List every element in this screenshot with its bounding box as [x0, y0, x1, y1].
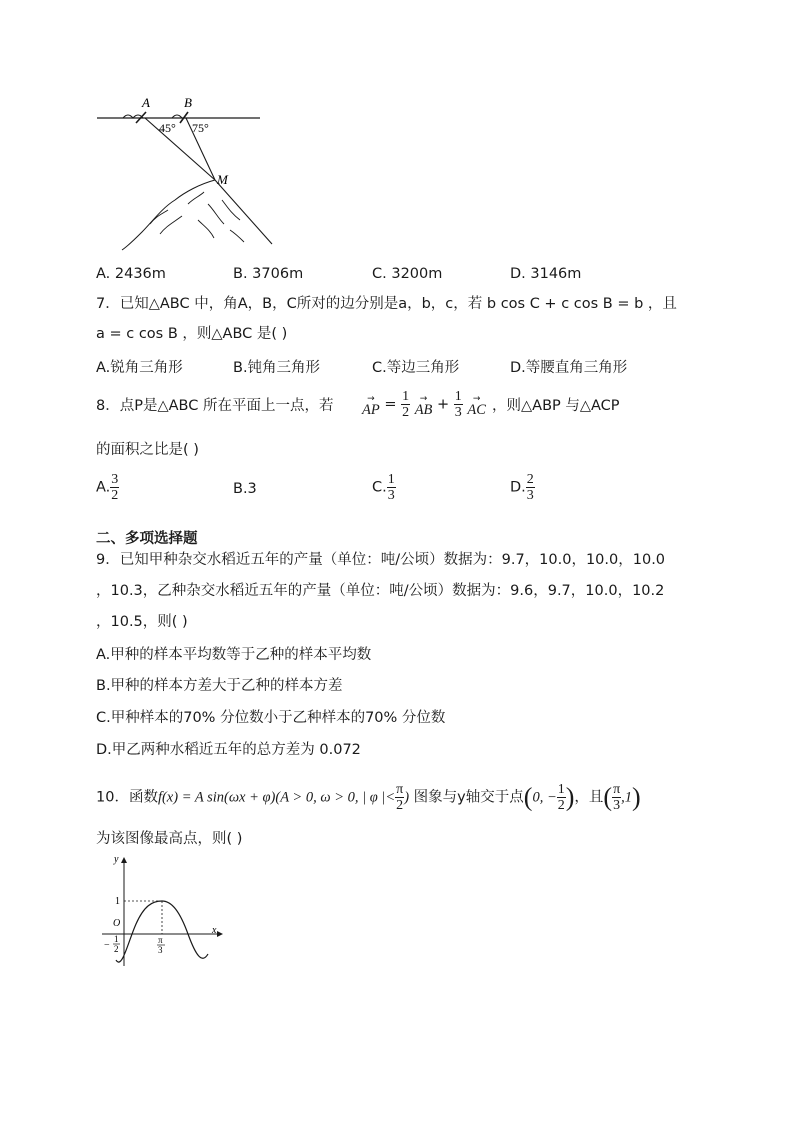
- plus-sign: +: [437, 396, 450, 413]
- q6-option-c[interactable]: C. 3200m: [372, 266, 443, 282]
- q9-option-c[interactable]: C.甲种样本的70% 分位数小于乙种样本的70% 分位数: [96, 710, 446, 726]
- fraction-pi-over-3: $\frac{\pi}{3}$: [613, 782, 621, 813]
- q7-option-b[interactable]: B.钝角三角形: [233, 360, 321, 376]
- section-title: 二、多项选择题: [96, 531, 198, 547]
- fraction-half: $\frac{1}{2}$: [402, 389, 410, 420]
- q9-option-d[interactable]: D.甲乙两种水稻近五年的总方差为 0.072: [96, 742, 361, 758]
- sine-graph-figure: [98, 852, 226, 972]
- q8-stem-prefix: 8．点P是△ABC 所在平面上一点，若: [96, 398, 334, 414]
- q9-option-b[interactable]: B.甲种的样本方差大于乙种的样本方差: [96, 678, 343, 694]
- y-axis-label: y: [114, 854, 119, 865]
- q6-option-a[interactable]: A. 2436m: [96, 266, 166, 282]
- q9-stem-line3: ，10.5，则( ): [96, 614, 188, 630]
- surveying-figure: [90, 92, 280, 257]
- q9-stem-line2: ，10.3，乙种杂交水稻近五年的产量（单位：吨/公顷）数据为：9.6，9.7，10.0，10.2: [96, 583, 665, 599]
- q10-stem-line2: 为该图像最高点，则( ): [96, 831, 243, 847]
- fraction: $\frac{2}{3}$: [526, 472, 534, 503]
- q6-option-d[interactable]: D. 3146m: [510, 266, 582, 282]
- pi-den-label: 3: [158, 945, 163, 955]
- max-value-label: 1: [115, 896, 120, 907]
- q7-option-d[interactable]: D.等腰直角三角形: [510, 360, 628, 376]
- label-m: M: [217, 172, 228, 187]
- q7-stem-line1: 7．已知△ABC 中，角A，B，C所对的边分别是a，b，c，若 b cos C + c cos B = b ，且: [96, 296, 677, 312]
- q6-option-b[interactable]: B. 3706m: [233, 266, 304, 282]
- fraction: $\frac{3}{2}$: [111, 472, 119, 503]
- q10-stem-line1: 10．函数f(x) = A sin(ωx + φ)(A > 0, ω > 0, | φ |< $\frac{\pi}{2}$ ) 图象与y轴交于点(0, − $\frac{1}{2}$ )，且( $\frac{\pi}{3}$ ,1): [96, 782, 641, 813]
- neg-sign-label: −: [104, 940, 110, 951]
- q8-stem-suffix: ，则△ABP 与△ACP: [492, 398, 620, 414]
- label-a: A: [142, 95, 150, 110]
- origin-label: O: [113, 918, 121, 929]
- vector-ap: AP: [362, 401, 380, 418]
- fraction-third: $\frac{1}{3}$: [454, 389, 462, 420]
- slope-right: [215, 180, 272, 244]
- q8-option-a[interactable]: A. $\frac{3}{2}$: [96, 472, 119, 503]
- q8-formula: → AP = $\frac{1}{2}$ → AB + $\frac{1}{3}$ → AC: [362, 389, 486, 420]
- neg-half-num: 1: [114, 934, 119, 944]
- fraction-one-half: $\frac{1}{2}$: [557, 782, 565, 813]
- fraction: $\frac{1}{3}$: [387, 472, 395, 503]
- q8-option-b[interactable]: B.3: [233, 481, 257, 497]
- fraction-pi-over-2: $\frac{\pi}{2}$: [396, 782, 404, 813]
- mountain-hatching: [150, 192, 244, 242]
- q8-stem-line2: 的面积之比是( ): [96, 442, 199, 458]
- q8-option-c[interactable]: C. $\frac{1}{3}$: [372, 472, 395, 503]
- q8-option-d[interactable]: D. $\frac{2}{3}$: [510, 472, 534, 503]
- neg-half-den: 2: [114, 944, 119, 954]
- q7-option-c[interactable]: C.等边三角形: [372, 360, 460, 376]
- q9-stem-line1: 9．已知甲种杂交水稻近五年的产量（单位：吨/公顷）数据为：9.7，10.0，10.0，10.0: [96, 552, 666, 568]
- vector-ab: AB: [414, 401, 433, 418]
- label-b: B: [184, 95, 192, 110]
- equals-sign: =: [384, 396, 397, 413]
- q7-stem-line2: a = c cos B ，则△ABC 是( ): [96, 326, 288, 342]
- pi-num-label: π: [158, 935, 163, 945]
- q9-option-a[interactable]: A.甲种的样本平均数等于乙种的样本平均数: [96, 647, 372, 663]
- x-axis-label: x: [212, 925, 217, 936]
- function-expression: f(x) = A sin(ωx + φ)(A > 0, ω > 0, | φ |<: [157, 789, 396, 806]
- q7-option-a[interactable]: A.锐角三角形: [96, 360, 183, 376]
- vector-ac: AC: [467, 401, 486, 418]
- angle-b: 75°: [192, 121, 209, 135]
- slope-left: [122, 180, 215, 250]
- angle-a: 45°: [159, 121, 176, 135]
